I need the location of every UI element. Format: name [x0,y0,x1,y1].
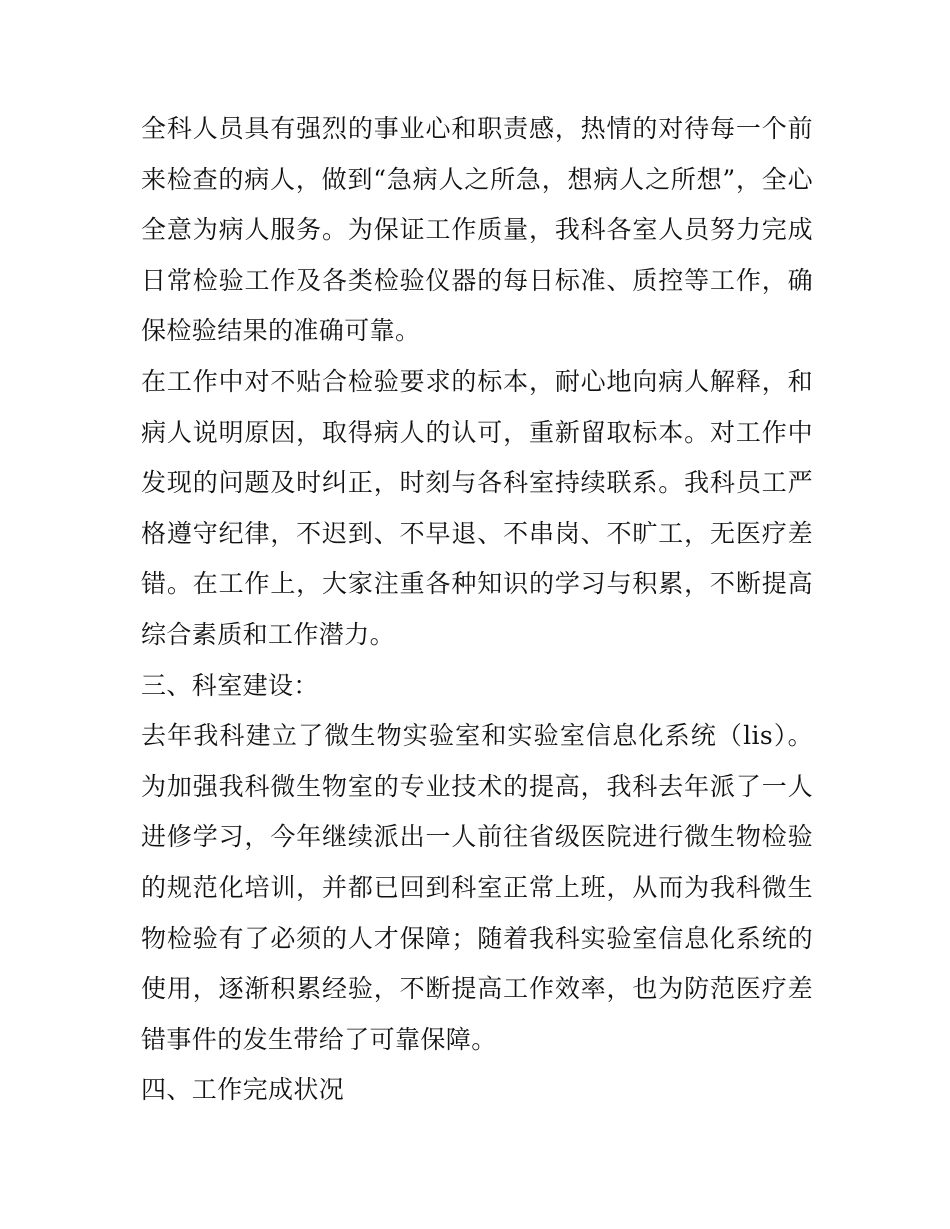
paragraph-service-attitude: 全科人员具有强烈的事业心和职责感，热情的对待每一个前来检查的病人，做到“急病人之所急，想病人之所想”，全心全意为病人服务。为保证工作质量，我科各室人员努力完成日常检验工作及各类检验仪器的每日标准、质控等工作，确保检验结果的准确可靠。 [141,114,813,346]
document-body [141,104,813,1116]
paragraph-department-building: 去年我科建立了微生物实验室和实验室信息化系统（lis）。为加强我科微生物室的专业技术的提高，我科去年派了一人进修学习，今年继续派出一人前往省级医院进行微生物检验的规范化培训，并都已回到科室正常上班，从而为我科微生物检验有了必须的人才保障；随着我科实验室信息化系统的使用，逐渐积累经验，不断提高工作效率，也为防范医疗差错事件的发生带给了可靠保障。 [141,721,813,1054]
paragraph-specimen-handling: 在工作中对不贴合检验要求的标本，耐心地向病人解释，和病人说明原因，取得病人的认可，重新留取标本。对工作中发现的问题及时纠正，时刻与各科室持续联系。我科员工严格遵守纪律，不迟到、不早退、不串岗、不旷工，无医疗差错。在工作上，大家注重各种知识的学习与积累，不断提高综合素质和工作潜力。 [141,366,813,649]
section-heading-department-building: 三、科室建设： [141,670,319,700]
section-heading-work-completion: 四、工作完成状况 [141,1075,345,1105]
